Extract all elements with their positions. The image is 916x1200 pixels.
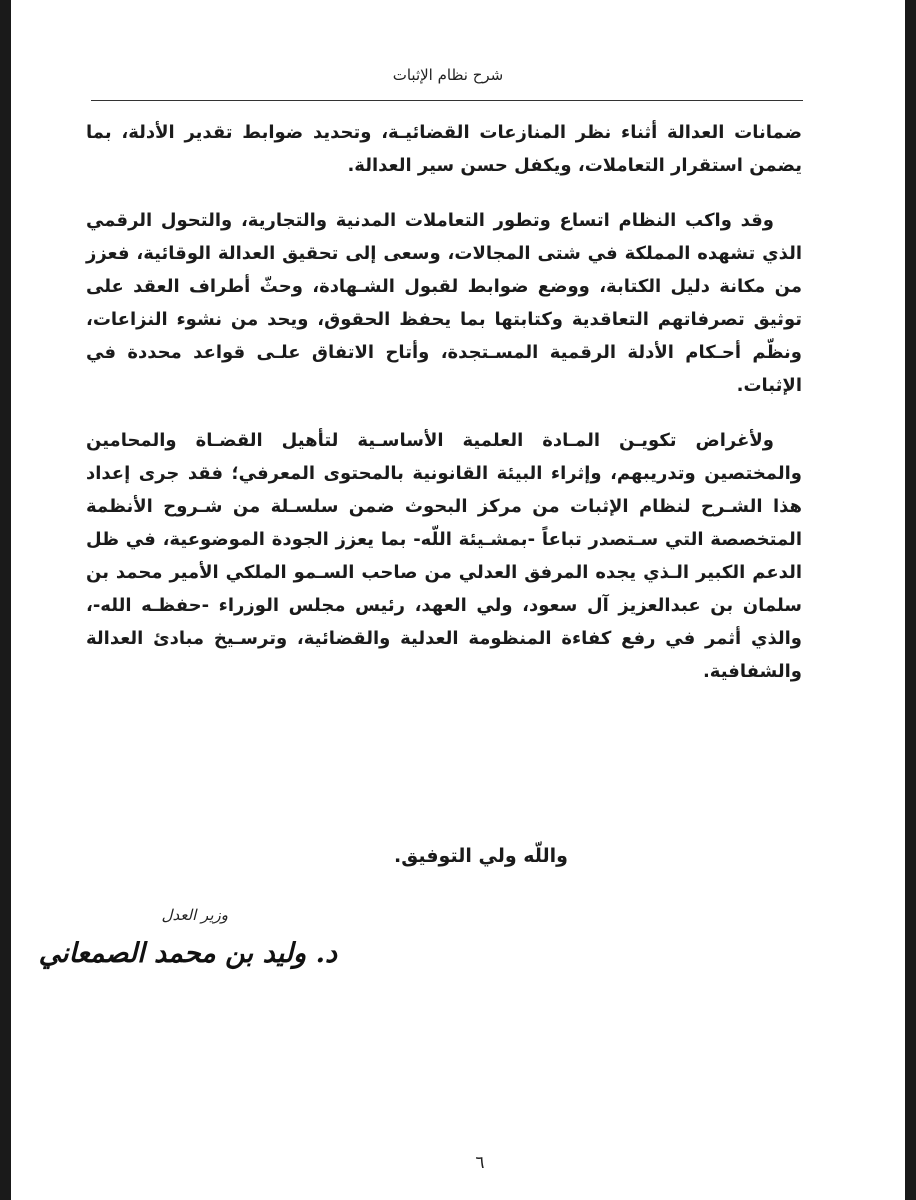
signature-name: د. وليد بن محمد الصمعاني (38, 938, 337, 969)
paragraph-3: ولأغراض تكويـن المـادة العلمية الأساسـية لتأهيل القضـاة والمحامين والمختصين وتدريبهم، وإثراء البيئة القانونية بالمحتوى المعرفي؛ فقد جرى إعداد هذا الشـرح لنظام الإثبات من مركز البحوث ضمن سلسـلة من شـروح الأنظمة المتخصصة التي سـتصدر تباعاً -بمشـيئة اللّه- بما يعزز الجودة الموضوعية، في ظل الدعم الكبير الـذي يجده المرفق العدلي من صاحب السـمو الملكي الأمير محمد بن سلمان بن عبدالعزيز آل سعود، ولي العهد، رئيس مجلس الوزراء -حفظـه الله-، والذي أثمر في رفع كفاءة المنظومة العدلية والقضائية، وترسـيخ مبادئ العدالة والشفافية. (86, 430, 802, 682)
signature-title: وزير العدل (161, 906, 228, 924)
body-text (86, 116, 802, 710)
scan-edge-left (0, 0, 11, 1200)
paragraph-2: وقد واكب النظام اتساع وتطور التعاملات المدنية والتجارية، والتحول الرقمي الذي تشهده المملكة في شتى المجالات، وسعى إلى تحقيق العدالة الوقائية، فعزز من مكانة دليل الكتابة، ووضع ضوابط لقبول الشـهادة، وحثّ أطراف العقد على توثيق تصرفاتهم التعاقدية وكتابتها بما يحفظ الحقوق، ويحد من نشوء النزاعات، ونظّم أحـكام الأدلة الرقمية المسـتجدة، وأتاح الاتفاق علـى قواعد محددة في الإثبات. (86, 210, 802, 396)
page-number: ٦ (475, 1153, 485, 1173)
paragraph-1: ضمانات العدالة أثناء نظر المنازعات القضائيـة، وتحديد ضوابط تقدير الأدلة، بما يضمن استقرار التعاملات، ويكفل حسن سير العدالة. (86, 122, 802, 176)
closing-phrase: واللّه ولي التوفيق. (394, 845, 568, 867)
document-page (11, 0, 905, 1200)
scan-edge-right (905, 0, 916, 1200)
header-divider (91, 100, 803, 101)
running-header-title: شرح نظام الإثبات (392, 66, 504, 84)
